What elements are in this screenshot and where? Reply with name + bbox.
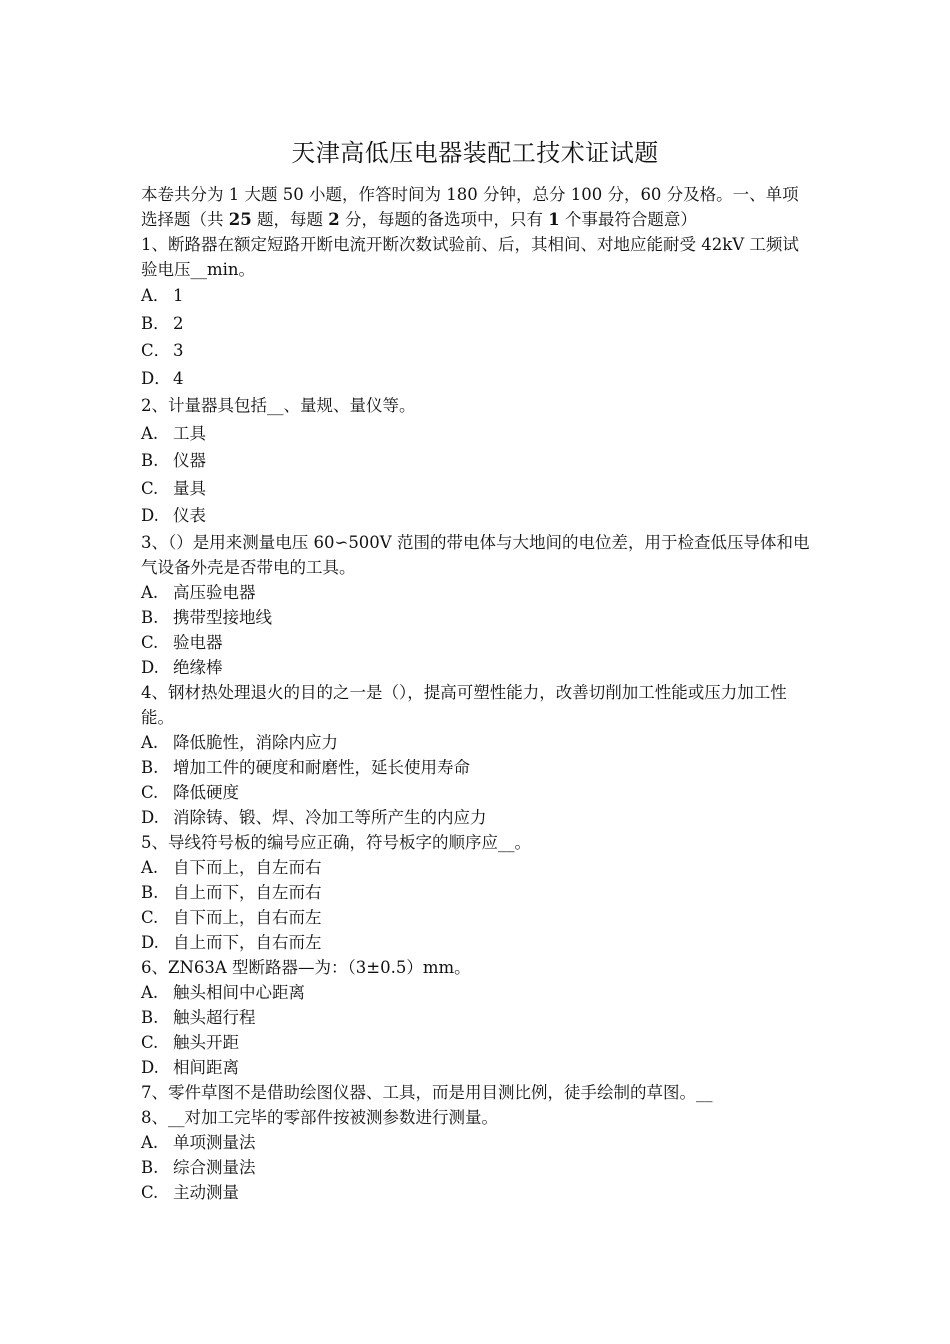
document-title: 天津高低压电器装配工技术证试题	[291, 139, 659, 167]
option-a: A. 单项测量法	[141, 1132, 256, 1152]
question-1	[141, 232, 813, 392]
option-d: D. 相间距离	[141, 1057, 239, 1077]
question-stem: 2、计量器具包括__、量规、量仪等。	[141, 396, 416, 415]
option-b: B. 自上而下，自左而右	[141, 882, 322, 902]
option-a: A. 触头相间中心距离	[141, 982, 305, 1002]
option-c: C. 主动测量	[141, 1182, 239, 1202]
option-b: B. 仪器	[141, 451, 206, 470]
option-d: D. 自上而下，自右而左	[141, 932, 322, 952]
intro-question-count: 25	[228, 210, 252, 229]
option-b: B． 2	[141, 313, 184, 333]
option-c: C. 自下而上，自右而左	[141, 907, 322, 927]
option-a: A. 工具	[141, 423, 206, 443]
option-b: B. 触头超行程	[141, 1007, 256, 1027]
question-stem: 3、（）是用来测量电压 60∽500V 范围的带电体与大地间的电位差，用于检查低压导体和电气设备外壳是否带电的工具。	[141, 532, 810, 577]
option-b: B. 增加工件的硬度和耐磨性，延长使用寿命	[141, 757, 470, 777]
option-d: D． 4	[141, 368, 184, 388]
option-b: B. 综合测量法	[141, 1157, 256, 1177]
question-2	[141, 392, 813, 530]
option-c: C. 降低硬度	[141, 782, 239, 802]
intro-one: 1	[548, 210, 560, 229]
question-7	[141, 1080, 813, 1105]
intro-score: 2	[328, 210, 340, 229]
question-stem: 8、__对加工完毕的零部件按被测参数进行测量。	[141, 1107, 498, 1127]
question-stem: 5、导线符号板的编号应正确，符号板字的顺序应__。	[141, 832, 531, 852]
option-d: D. 仪表	[141, 506, 206, 525]
exam-instructions	[141, 182, 813, 232]
question-stem: 1、断路器在额定短路开断电流开断次数试验前、后，其相间、对地应能耐受 42kV 工频试验电压__min。	[141, 235, 799, 279]
question-4	[141, 680, 813, 830]
question-5	[141, 830, 813, 955]
question-stem: 7、零件草图不是借助绘图仪器、工具，而是用目测比例，徒手绘制的草图。__	[141, 1082, 713, 1102]
question-stem: 4、钢材热处理退火的目的之一是（），提高可塑性能力，改善切削加工性能或压力加工性能。	[141, 682, 787, 727]
option-a: A． 1	[141, 286, 184, 305]
question-stem: 6、ZN63A 型断路器—为：（3±0.5）mm。	[141, 957, 471, 977]
option-c: C. 触头开距	[141, 1032, 239, 1052]
option-c: C. 验电器	[141, 632, 223, 652]
intro-text-2: 题，每题	[251, 210, 329, 229]
option-a: A. 自下而上，自左而右	[141, 857, 322, 877]
question-3	[141, 530, 813, 680]
intro-text-4: 个事最符合题意）	[559, 210, 697, 229]
option-c: C. 量具	[141, 478, 206, 498]
option-a: A. 高压验电器	[141, 582, 256, 602]
intro-text-1: 本卷共分为 1 大题 50 小题，作答时间为 180 分钟，总分 100 分，60 分及格。一、单项选择题（共	[141, 185, 799, 229]
question-6	[141, 955, 813, 1080]
option-a: A. 降低脆性，消除内应力	[141, 732, 338, 752]
option-d: D. 绝缘棒	[141, 657, 223, 677]
document-body	[141, 182, 813, 1205]
option-b: B. 携带型接地线	[141, 607, 272, 627]
option-d: D. 消除铸、锻、焊、冷加工等所产生的内应力	[141, 807, 487, 827]
question-8	[141, 1105, 813, 1205]
intro-text-3: 分，每题的备选项中，只有	[339, 210, 549, 229]
option-c: C． 3	[141, 341, 184, 360]
